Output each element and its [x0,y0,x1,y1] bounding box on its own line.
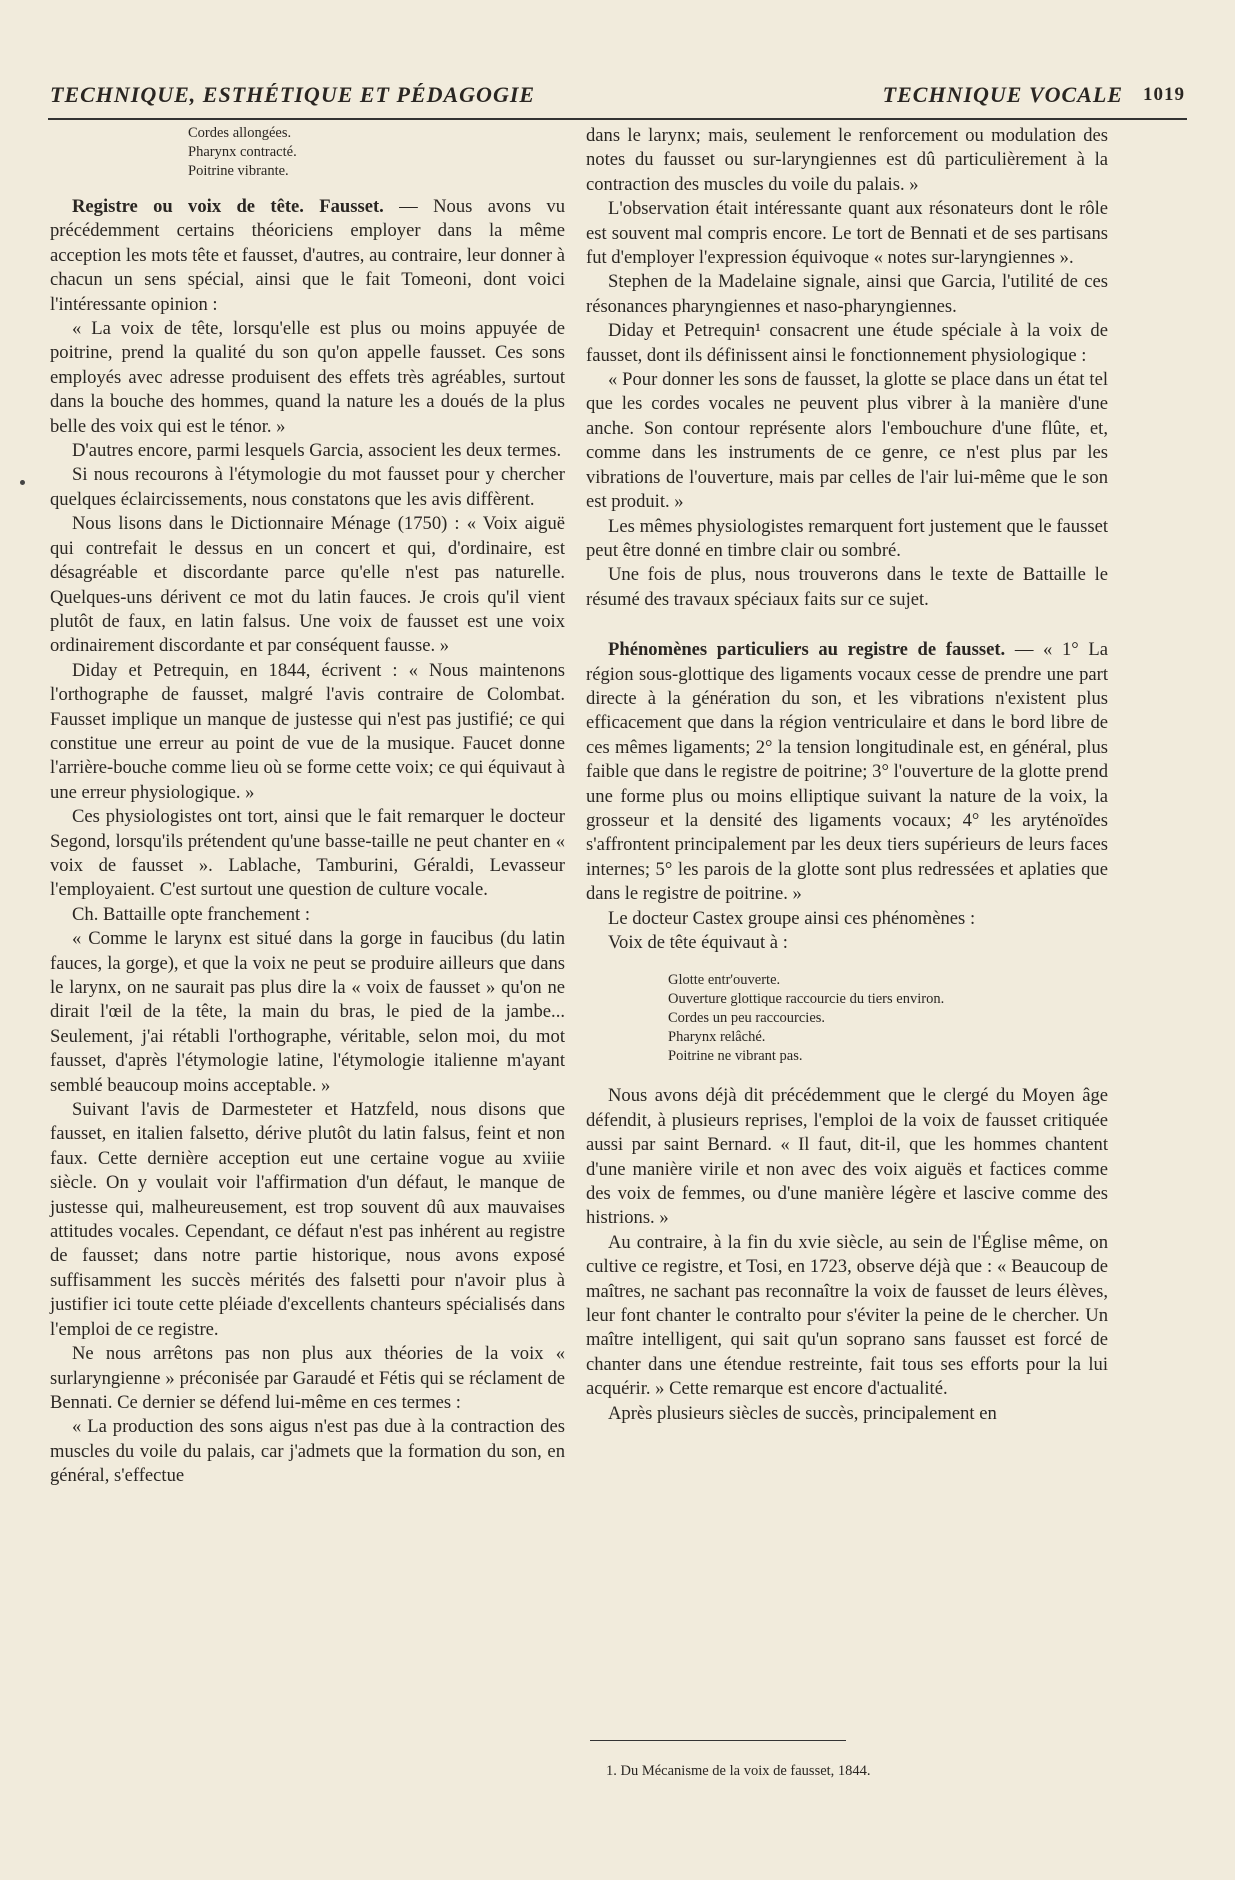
section-heading: Phénomènes particuliers au registre de fausset. [608,639,1006,661]
list-item: Poitrine vibrante. [188,163,289,179]
list-item: Poitrine ne vibrant pas. [668,1048,803,1065]
list-head-voice [668,971,1108,1066]
paragraph: Le docteur Castex groupe ainsi ces phénomènes : [608,907,976,929]
paragraph: Diday et Petrequin¹ consacrent une étude spéciale à la voix de fausset, dont ils définissent ainsi le fonctionnement physiologique : [586,320,1108,366]
header-rule [48,118,1187,120]
footnote: 1. Du Mécanisme de la voix de fausset, 1844. [606,1763,871,1779]
right-column [586,124,1108,1426]
paragraph: Les mêmes physiologistes remarquent fort justement que le fausset peut être donné en timbre clair ou sombré. [586,515,1108,561]
paragraph: D'autres encore, parmi lesquels Garcia, associent les deux termes. [72,440,562,462]
paragraph: « Comme le larynx est situé dans la gorge in faucibus (du latin fauces, la gorge), et que la voix ne peut se produire ailleurs que dans le larynx, on ne saurait pas plus dire la « voix de fausset » qu'on ne dirait l'œil de la tête, la main du bras, le pied de la jambe... Seulement, j'ai rétabli l'orthographe, véritable, selon moi, du mot fausset, d'après l'étymologie latine, l'étymologie italienne m'ayant semblé beaucoup moins acceptable. » [50,928,565,1096]
footnote-rule [590,1740,846,1741]
list-item: Cordes un peu raccourcies. [668,1010,826,1027]
paragraph: Registre ou voix de tête. Fausset. — Nous avons vu précédemment certains théoriciens employer dans la même acception les mots tête et fausset, d'autres, au contraire, leur donner à chacun un sens spécial, ainsi que le fait Tomeoni, dont voici l'intéressante opinion : [50,196,566,315]
paragraph: Au contraire, à la fin du xvie siècle, au sein de l'Église même, on cultive ce registre, et Tosi, en 1723, observe déjà que : « Beaucoup de maîtres, ne sachant pas reconnaître la voix de fausset de leurs élèves, leur font chanter le contralto pour s'éviter la peine de le chercher. Un maître intelligent, qui sait qu'un soprano sans fausset est forcé de chanter dans une étendue restreinte, fait tous ses efforts pour la lui acquérir. » Cette remarque est encore d'actualité. [586,1231,1108,1400]
header-section-title: TECHNIQUE, ESTHÉTIQUE ET PÉDAGOGIE [50,82,536,107]
paragraph: « La production des sons aigus n'est pas due à la contraction des muscles du voile du palais, car j'admets que la formation du son, en général, s'effectue [50,1416,565,1487]
margin-mark [20,480,25,485]
paragraph: Voix de tête équivaut à : [608,932,788,953]
section-heading: Registre ou voix de tête. Fausset. [72,196,384,217]
list-item: Ouverture glottique raccourcie du tiers environ. [668,991,945,1008]
paragraph: Après plusieurs siècles de succès, principalement en [608,1402,997,1424]
paragraph: Suivant l'avis de Darmesteter et Hatzfeld, nous disons que fausset, en italien falsetto, dérive plutôt du latin falsus, feint et non faux. Cette dernière acception eut une certaine vogue au xviiie siècle. On y voulait voir l'affirmation d'un défaut, le manque de justesse qui, malheureusement, est trop souvent dû aux mauvaises attitudes vocales. Cependant, ce défaut n'est pas inhérent au registre de fausset; dans notre partie historique, nous avons exposé suffisamment les succès mérités des falsetti pour n'avoir plus à justifier ici toute cette pléiade d'excellents chanteurs spécialisés dans l'emploi de ce registre. [50,1099,565,1340]
page-number: 1019 [1143,84,1185,105]
paragraph: « La voix de tête, lorsqu'elle est plus ou moins appuyée de poitrine, prend la qualité du son qu'on appelle fausset. Ces sons employés avec adresse produisent des effets très agréables, surtout dans la bouche des hommes, quand la nature les a doués de la plus belle des voix qui est le ténor. » [50,318,565,437]
list-item: Pharynx relâché. [668,1029,766,1046]
list-chest-voice [188,124,565,181]
paragraph: Nous avons déjà dit précédemment que le clergé du Moyen âge défendit, à plusieurs reprises, l'emploi de la voix de fausset critiquée aussi par saint Bernard. « Il faut, dit-il, que les hommes chantent d'une manière virile et non avec des voix aiguës et factices comme des voix de femmes, ou d'une manière légère et lascive comme des histrions. » [586,1085,1108,1229]
paragraph: Phénomènes particuliers au registre de fausset. — « 1° La région sous-glottique des ligaments vocaux cesse de prendre une part directe à la génération du son, et les vibrations n'existent plus efficacement que dans la région ventriculaire et dans le bord libre de ces mêmes ligaments; 2° la tension longitudinale est, en général, plus faible que dans le registre de poitrine; 3° l'ouverture de la glotte prend une forme plus ou moins elliptique suivant la nature de la voix, la grosseur et la densité des ligaments vocaux; 4° les aryténoïdes s'affrontent principalement par les deux tiers supérieurs de leurs faces internes; 5° les parois de la glotte sont plus redressées et aplaties que dans le registre de poitrine. » [586,639,1108,905]
list-item: Pharynx contracté. [188,144,297,160]
paragraph: Ch. Battaille opte franchement : [72,903,311,925]
paragraph: Ces physiologistes ont tort, ainsi que le fait remarquer le docteur Segond, lorsqu'ils prétendent qu'une basse-taille ne peut chanter en « voix de fausset ». Lablache, Tamburini, Géraldi, Levasseur l'employaient. C'est surtout une question de culture vocale. [50,806,565,901]
paragraph: Ne nous arrêtons pas non plus aux théories de la voix « surlaryngienne » préconisée par Garaudé et Fétis qui se réclament de Bennati. Ce dernier se défend lui-même en ces termes : [50,1343,565,1413]
paragraph: Stephen de la Madelaine signale, ainsi que Garcia, l'utilité de ces résonances pharyngiennes et naso-pharyngiennes. [586,271,1108,317]
paragraph: « Pour donner les sons de fausset, la glotte se place dans un état tel que les cordes vocales ne peuvent plus vibrer à la manière d'une anche. Son contour représente alors l'embouchure d'une flûte, et, comme dans les instruments de ce genre, ce n'est plus par les vibrations de l'ouverture, mais par celles de l'air lui-même que le son est produit. » [586,369,1108,513]
paragraph: dans le larynx; mais, seulement le renforcement ou modulation des notes du fausset ou sur-laryngiennes est dû particulièrement à la contraction des muscles du voile du palais. » [586,125,1108,195]
paragraph: Si nous recourons à l'étymologie du mot fausset pour y chercher quelques éclaircissements, nous constatons que les avis diffèrent. [50,464,565,510]
paragraph: Diday et Petrequin, en 1844, écrivent : « Nous maintenons l'orthographe de fausset, malgré l'avis contraire de Colombat. Fausset implique un manque de justesse qui n'est pas justifié; ce qui constitue une erreur au point de vue de la musique. Faucet donne l'arrière-bouche comme lieu où se forme cette voix; ce qui équivaut à une erreur physiologique. » [50,659,565,803]
left-column [50,124,565,1489]
header-chapter-title: TECHNIQUE VOCALE [882,82,1123,107]
paragraph: Nous lisons dans le Dictionnaire Ménage (1750) : « Voix aiguë qui contrefait le dessus en un concert et qui, d'ordinaire, est désagréable et discordante parce qu'elle n'est pas naturelle. Quelques-uns dérivent ce mot du latin fauces. Je crois qu'il vient plutôt de faux, en latin falsus. Une voix de fausset est une voix ordinairement discordante et par conséquent fausse. » [50,513,565,657]
paragraph: L'observation était intéressante quant aux résonateurs dont le rôle est souvent mal compris encore. Le tort de Bennati et de ses partisans fut d'employer l'expression équivoque « notes sur-laryngiennes ». [586,198,1108,269]
list-item: Glotte entr'ouverte. [668,972,781,989]
list-item: Cordes allongées. [188,125,292,141]
paragraph: Une fois de plus, nous trouverons dans le texte de Battaille le résumé des travaux spéciaux faits sur ce sujet. [586,564,1108,610]
running-header [50,82,1185,116]
section-gap [586,612,1108,638]
